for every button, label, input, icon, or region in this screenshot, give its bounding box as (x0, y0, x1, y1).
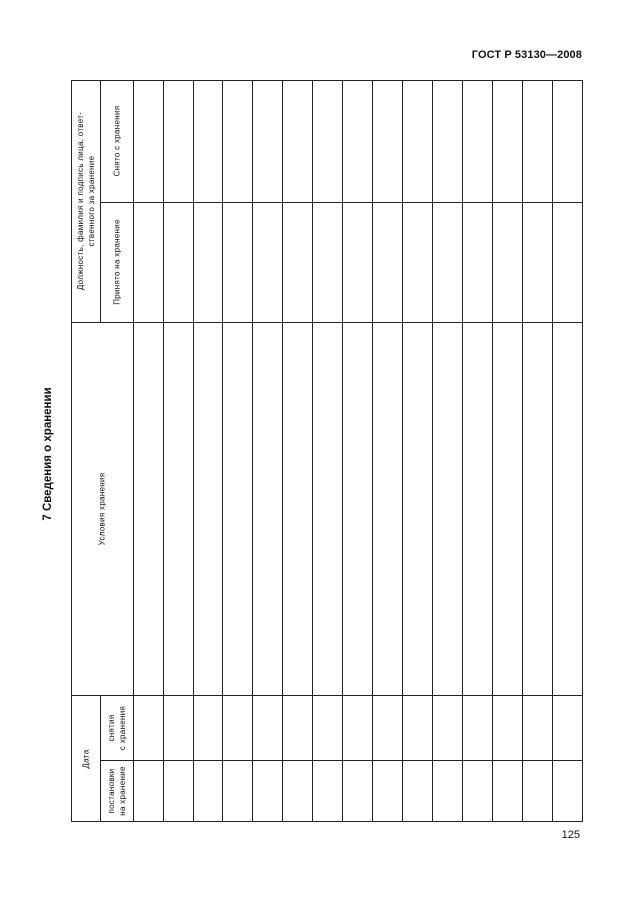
accepted-header: Принято на хранение (112, 219, 122, 305)
date-in-header-line2: на хранение (118, 766, 127, 816)
date-out-header (106, 706, 128, 750)
responsible-header (75, 112, 97, 290)
date-in-header (106, 766, 128, 816)
doc-code: ГОСТ Р 53130—2008 (471, 49, 582, 61)
page-number: 125 (561, 829, 580, 841)
date-out-header-line1: снятия (107, 714, 116, 742)
storage-conditions-header: Условия хранения (97, 472, 107, 546)
released-header: Снято с хранения (112, 105, 122, 177)
responsible-header-line1: Должность, фамилия и подпись лица, ответ- (76, 111, 85, 291)
responsible-header-line2: ственного за хранение (87, 155, 96, 247)
date-in-header-line1: постановки (107, 768, 116, 814)
date-out-header-line2: с хранения (118, 705, 127, 751)
table-frame (72, 81, 583, 822)
date-header: Дата (81, 749, 91, 769)
section-title: 7 Сведения о хранении (42, 387, 54, 521)
